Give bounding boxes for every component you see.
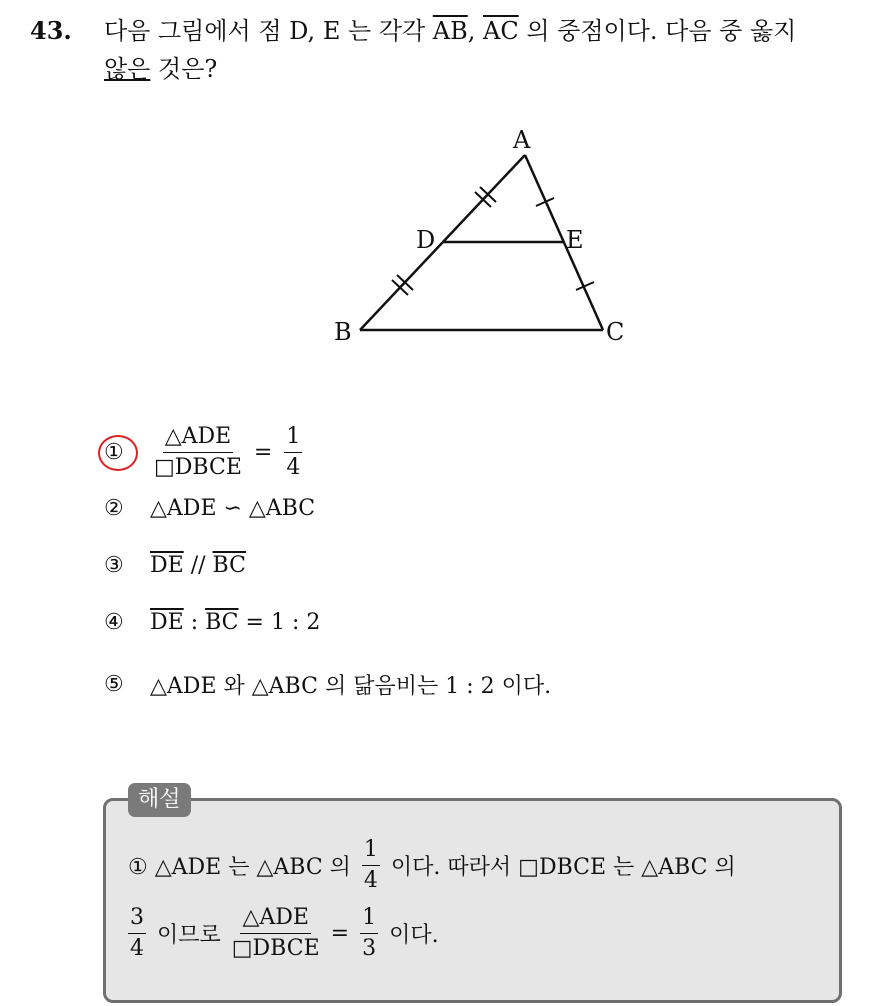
triangle-figure: [320, 118, 640, 358]
question-line1-b: 의 중점이다. 다음 중 옳지: [518, 17, 797, 45]
choice-2-text: △ADE ∽ △ABC: [150, 496, 316, 521]
choice-1-number: ①: [104, 440, 124, 465]
not-word: 않은: [104, 55, 151, 83]
segment-de-overline: $\overline{DE}$: [150, 610, 184, 635]
label-b: B: [334, 318, 352, 346]
ratio-tail: = 1 : 2: [238, 610, 321, 635]
choice-4-number: ④: [104, 610, 124, 635]
question-line2: 것은?: [150, 55, 218, 83]
frac-numerator: 3: [128, 904, 146, 934]
solution-line-2: [128, 904, 439, 963]
frac-denominator: 4: [363, 868, 378, 893]
label-c: C: [606, 318, 625, 346]
choice-2[interactable]: [104, 496, 315, 521]
label-d: D: [416, 226, 436, 254]
frac-numerator: 1: [284, 423, 302, 453]
solution-box: [103, 798, 842, 1003]
segment-bc-overline: $\overline{BC}$: [205, 610, 239, 635]
solution-fraction-three-quarters: [128, 904, 146, 963]
solution-equals: =: [323, 921, 357, 946]
frac-denominator: 3: [362, 936, 377, 961]
solution-line-1-b: 이다. 따라서 □DBCE 는 △ABC 의: [383, 855, 736, 880]
choice-2-number: ②: [104, 496, 124, 521]
question-text: [104, 12, 874, 88]
ratio-colon: :: [183, 610, 206, 635]
equals-sign: =: [253, 440, 273, 465]
choice-5-text: △ADE 와 △ABC 의 닮음비는 1 : 2 이다.: [150, 674, 552, 699]
label-a: A: [513, 126, 531, 154]
frac-numerator: △ADE: [240, 904, 311, 934]
frac-numerator: 1: [360, 904, 378, 934]
segment-ab: $\overline{AB}$: [432, 17, 468, 45]
frac-denominator: 4: [286, 455, 301, 480]
label-e: E: [566, 226, 584, 254]
solution-line-2-a: 이므로: [150, 923, 228, 948]
solution-line-1: [128, 836, 736, 895]
solution-line-2-b: 이다.: [382, 923, 439, 948]
solution-fraction-third: [360, 904, 378, 963]
frac-numerator: 1: [362, 836, 380, 866]
choice-3[interactable]: [104, 553, 246, 578]
red-circle-mark: [98, 435, 138, 471]
segment-bc-overline: $\overline{BC}$: [212, 553, 246, 578]
choice-1-number-wrap: [104, 440, 150, 465]
choice-1-fraction-left: [154, 423, 242, 482]
choice-5-number: ⑤: [104, 672, 124, 697]
parallel-symbol: //: [183, 553, 213, 578]
choice-1[interactable]: [104, 423, 306, 482]
solution-fraction-quarter: [362, 836, 380, 895]
choice-4[interactable]: [104, 610, 320, 635]
question-line1-a: 다음 그림에서 점 D, E 는 각각: [104, 17, 433, 45]
segment-de-overline: $\overline{DE}$: [150, 553, 184, 578]
solution-tag: 해설: [128, 783, 191, 817]
choice-3-number: ③: [104, 553, 124, 578]
question-comma: ,: [467, 17, 484, 45]
choice-5[interactable]: [104, 669, 551, 700]
frac-denominator: □DBCE: [231, 936, 320, 961]
question-number: 43.: [30, 16, 72, 45]
solution-fraction-area-ratio: [232, 904, 320, 963]
choice-1-fraction-right: [284, 423, 302, 482]
solution-line-1-a: ① △ADE 는 △ABC 의: [128, 855, 358, 880]
frac-denominator: □DBCE: [154, 455, 242, 480]
frac-numerator: △ADE: [163, 423, 234, 453]
frac-denominator: 4: [130, 936, 144, 961]
segment-ac: $\overline{AC}$: [483, 17, 519, 45]
